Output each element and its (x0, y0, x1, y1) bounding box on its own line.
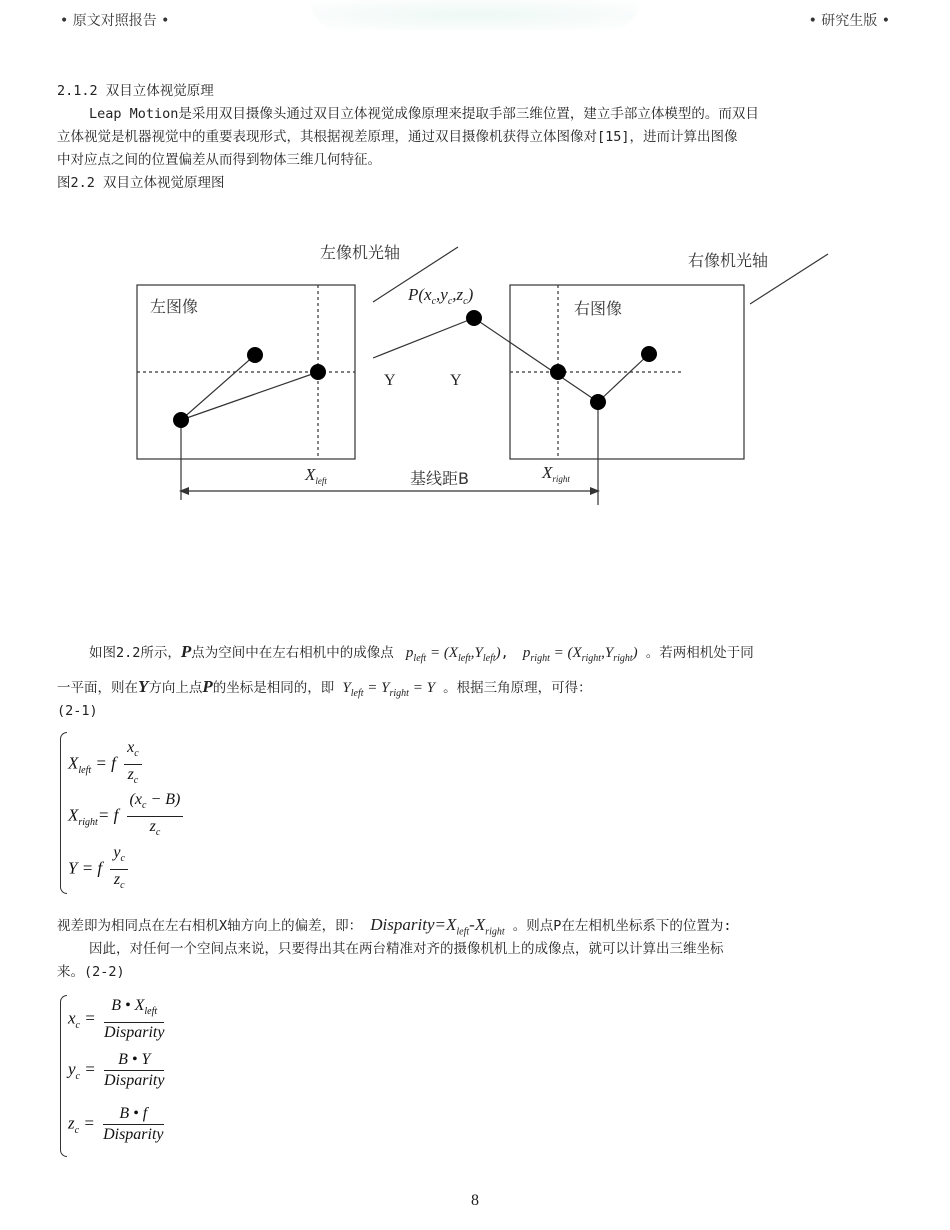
p-right-formula: $p_{right} = (X_{right},Y_{right})$ (522, 645, 638, 664)
ray-left-2 (181, 372, 318, 420)
ray-right-1 (598, 354, 649, 402)
right-optical-axis-label: 右像机光轴 (688, 251, 769, 270)
header-right: • 研究生版 • (808, 13, 890, 29)
right-image-label: 右图像 (574, 299, 623, 318)
eq2-yc: $y_c$ = $\frac{B • Y}{\text{Disparity}}$ (68, 1051, 165, 1089)
point-right-c (641, 346, 657, 362)
eq1-xleft: $X_{left} = f$ $\frac{x_c}{z_c}$ (68, 738, 142, 791)
page-number: 8 (471, 1192, 479, 1209)
left-image-label: 左图像 (150, 297, 199, 316)
eq2-brace (60, 995, 67, 1157)
header-left: • 原文对照报告 • (60, 13, 170, 29)
eq1-label: (2-1) (57, 703, 98, 719)
para3-line2: 因此，对任何一个空间点来说，只要得出其在两台精准对齐的摄像机机上的成像点，就可以计算出三维坐标 (89, 941, 724, 957)
para1-line1: Leap Motion是采用双目摄像头通过双目立体视觉成像原理来提取手部三维位置，建立手部立体模型的。而双目 (89, 106, 759, 122)
ray-left-to-p (373, 318, 474, 358)
point-right-a (550, 364, 566, 380)
eq1-y: Y = f $\frac{y_c}{z_c}$ (68, 843, 128, 896)
para3-line1: 视差即为相同点在左右相机X轴方向上的偏差，即： $Disparity=X_{left}-X_{right}$ 。则点P在左相机坐标系下的位置为: (57, 915, 732, 938)
baseline-label: 基线距B (410, 469, 469, 488)
y-label-left: Y (384, 372, 396, 389)
y-equality-formula: $Y_{left} = Y_{right} = Y$ (342, 680, 435, 699)
ray-p-to-right (474, 318, 598, 402)
point-left-b (247, 347, 263, 363)
para1-line2: 立体视觉是机器视觉中的重要表现形式，其根据视差原理，通过双目摄像机获得立体图像对[15]，进而计算出图像 (57, 129, 738, 145)
left-optical-axis-label: 左像机光轴 (320, 243, 401, 262)
point-p-label: $P(x_c,y_c,z_c)$ (408, 285, 474, 307)
para2-line1: 如图2.2所示，P点为空间中在左右相机中的成像点 $p_{left} = (X_{left},Y_{left})$, $p_{right} = (X_{right},Y_{right})$ 。若两相机处于同 (89, 642, 754, 664)
stereo-vision-diagram (0, 230, 950, 520)
point-left-a (173, 412, 189, 428)
eq2-zc: $z_c$ = $\frac{B • f}{\text{Disparity}}$ (68, 1105, 164, 1143)
para1-line3: 中对应点之间的位置偏差从而得到物体三维几何特征。 (57, 152, 381, 168)
point-left-c (310, 364, 326, 380)
eq2-xc: $x_c$ = $\frac{B • X_{left}}{\text{Disparity}}$ (68, 997, 165, 1042)
eq1-xright: $X_{right}= f$ $\frac{(x_c - B)}{z_c}$ (68, 790, 183, 843)
point-p (466, 310, 482, 326)
ray-left-1 (181, 355, 255, 420)
section-heading: 2.1.2 双目立体视觉原理 (57, 83, 214, 99)
p-left-formula: $p_{left} = (X_{left},Y_{left})$ (405, 645, 501, 664)
header-watermark (310, 0, 640, 30)
y-label-right: Y (450, 372, 462, 389)
disparity-formula: $Disparity=X_{left}-X_{right}$ (370, 915, 505, 938)
para2-line2: 一平面，则在Y方向上点P的坐标是相同的，即 $Y_{left} = Y_{right} = Y$ 。根据三角原理，可得： (57, 677, 592, 699)
x-left-label: $X_{left}$ (305, 465, 327, 486)
figure-caption: 图2.2 双目立体视觉原理图 (57, 175, 225, 191)
x-right-label: $X_{right}$ (542, 463, 570, 484)
para3-line3: 来。(2-2) (57, 964, 125, 980)
point-right-b (590, 394, 606, 410)
eq1-brace (60, 732, 67, 894)
